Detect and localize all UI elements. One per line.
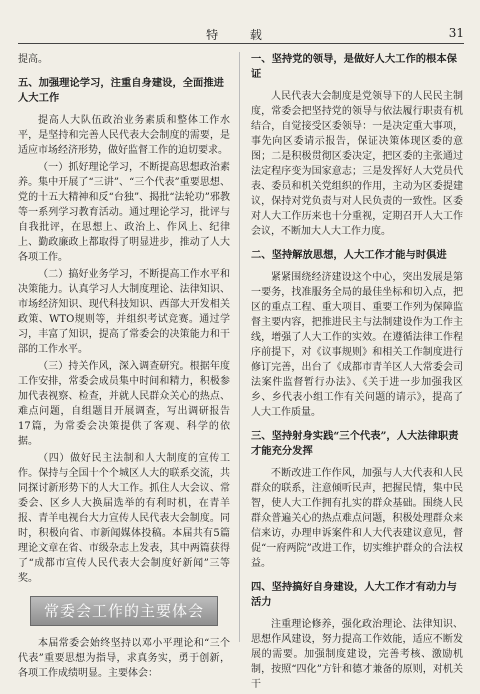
paragraph: 提高。 xyxy=(18,54,48,65)
left-column xyxy=(18,52,230,683)
section-heading: 四、坚持搞好自身建设，人大工作才有动力与活力 xyxy=(251,581,457,608)
paragraph: （三）持关作风，深入调查研究。根据年度工作安排，常委会成员集中时间和精力，积极参加代表视察、检查，并就人民群众关心的热点、难点问题，自组题目开展调查，写出调研报告17篇，为常委会决策提供了客观、科学的依据。 xyxy=(18,361,230,447)
section-heading: 五、加强理论学习，注重自身建设，全面推进人大工作 xyxy=(18,77,224,104)
paragraph: 本届常委会始终坚持以邓小平理论和“三个代表”重要思想为指导，求真务实，勇于创新，各项工作成绩明显。主要体会： xyxy=(18,638,230,679)
section-heading: 一、坚持党的领导，是做好人大工作的根本保证 xyxy=(251,53,457,80)
paragraph: （一）抓好理论学习，不断提高思想政治素养。集中开展了“三讲”、“三个代表”重要思想、党的十五大精神和反“台独”、揭批“法轮功”邪教等一系列学习教育活动。通过理论学习，批评与自我批评，在思想上、政治上、作风上、纪律上、勤政廉政上都取得了明显进步，推动了人大各项工作。 xyxy=(18,162,230,263)
page-number: 31 xyxy=(448,26,464,40)
header-rule xyxy=(18,43,464,44)
section-heading: 二、坚持解放思想，人大工作才能与时俱进 xyxy=(251,249,447,261)
paragraph: 提高人大队伍政治业务素质和整体工作水平，是坚持和完善人民代表大会制度的需要，是适应市场经济形势，做好监督工作的迫切要求。 xyxy=(18,115,230,156)
paragraph: 紧紧围绕经济建设这个中心，突出发展是第一要务，找准服务全局的最佳坐标和切入点，把区的重点工程、重大项目、重要工作列为保障监督主要内容，把推进民主与法制建设作为工作主线，增强了人大工作的实效。在遵循法律工作程序前提下，对《议事规则》和相关工作制度进行修订完善，出台了《成都市青羊区人大常委会司法案件监督暂行办法》、《关于进一步加强我区乡、乡代表小组工作有关问题的请示》，提高了人大工作质量。 xyxy=(251,272,463,418)
page-header xyxy=(18,0,464,44)
section-title: 特 载 xyxy=(206,28,276,42)
right-column xyxy=(251,52,463,694)
banner-title: 常委会工作的主要体会 xyxy=(30,596,218,626)
paragraph: 人民代表大会制度是党领导下的人民民主制度，常委会把坚持党的领导与依法履行职责有机结合，自觉接受区委领导：一是决定重大事项，事先向区委请示报告，保证决策体现区委的意图；二是积极贯彻区委决定，把区委的主张通过法定程序变为国家意志；三是发挥好人大党员代表、委员和机关党组织的作用，主动为区委提建议，保持对党负责与对人民负责的一致性。区委对人大工作历来也十分重视，定期召开人大工作会议，不断加大人大工作力度。 xyxy=(251,91,463,237)
chapter-banner xyxy=(18,596,230,626)
paragraph: 不断改进工作作风，加强与人大代表和人民群众的联系，注意倾听民声，把握民情，集中民智，使人大工作拥有扎实的群众基础。围绕人民群众普遍关心的热点难点问题，积极处理群众来信来访，办理申诉案件和人大代表建议意见，督促“一府两院”改进工作，切实维护群众的合法权益。 xyxy=(251,468,463,569)
paragraph: 注重理论修养，强化政治理论、法律知识、思想作风建设，努力提高工作效能，适应不断发展的需要。加强制度建设，完善考核、激励机制，按照“四化”方针和德才兼备的原则，对机关干 xyxy=(251,619,463,690)
column-divider xyxy=(239,52,240,642)
section-heading: 三、坚持射身实践“三个代表”，人大法律职责才能充分发挥 xyxy=(251,430,459,457)
paragraph: （二）搞好业务学习，不断提高工作水平和决策能力。认真学习人大制度理论、法律知识、市场经济知识、现代科技知识、西部大开发相关政策、WTO规则等，并组织考试竞赛。通过学习，丰富了知识，提高了常委会的决策能力和干部的工作水平。 xyxy=(18,269,230,355)
paragraph: （四）做好民主法制和人大制度的宣传工作。保持与全国十个个城区人大的联系交流，共同探讨新形势下的人大工作。抓住人大会议、常委会、区乡人大换届选举的有利时机，在青羊报、青羊电视台大力宣传人民代表大会制度。同时，积极向省、市新闻媒体投稿。本届共有5篇理论文章在省、市级杂志上发表，其中两篇获得了“成都市宣传人民代表大会制度好新闻”三等奖。 xyxy=(18,453,230,584)
